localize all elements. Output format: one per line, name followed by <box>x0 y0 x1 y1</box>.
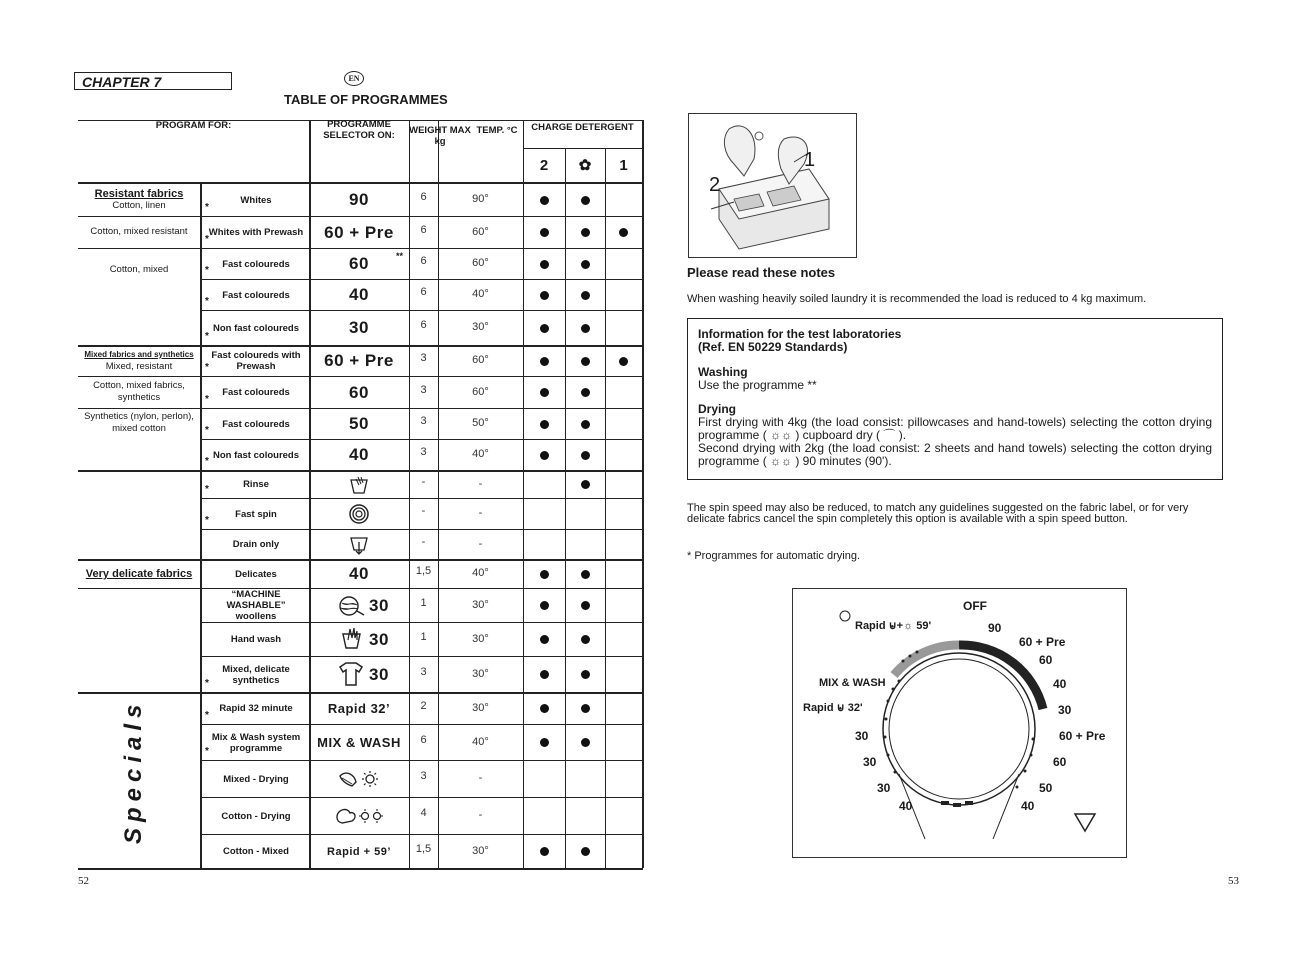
dot-mark <box>581 670 590 679</box>
detergent-dot <box>565 560 605 588</box>
selector-note: ** <box>396 251 404 261</box>
selector-value: 30 <box>349 318 369 337</box>
weight-value: 3 <box>420 770 427 782</box>
temp-value: - <box>478 507 483 519</box>
dot-mark <box>581 324 590 333</box>
selector-value: 90 <box>349 190 369 209</box>
selector-value: 40 <box>349 445 369 464</box>
selector-value: 30 <box>369 629 389 649</box>
weight-value: 2 <box>420 699 427 712</box>
dot-mark <box>540 451 549 460</box>
temp-value: 60° <box>472 225 489 238</box>
cotton-drying-icon <box>309 798 409 834</box>
group-cell <box>78 346 200 376</box>
detergent-dot <box>565 693 605 724</box>
header-weight: WEIGHT MAX kg <box>409 125 471 147</box>
dot-mark <box>540 228 549 237</box>
detergent-dot <box>565 311 605 345</box>
temp-value: 30° <box>472 844 489 857</box>
notes-title: Please read these notes <box>687 265 836 280</box>
load-note: When washing heavily soiled laundry it is recommended the load is reduced to 4 kg maximum. <box>687 293 1147 305</box>
dot-mark <box>540 635 549 644</box>
dial-left-label: Rapid ⊌ 32' <box>803 702 863 714</box>
temp-value: 30° <box>472 632 489 645</box>
selector-value: 40 <box>349 285 369 304</box>
dial-left-label: 30 <box>877 781 891 795</box>
group-line <box>78 588 200 589</box>
detergent-dot <box>565 184 605 216</box>
group-subtext: Cotton, mixed resistant <box>90 226 188 237</box>
header-temp: TEMP. °C <box>476 124 518 136</box>
weight-value: 6 <box>420 255 427 267</box>
detergent-dot <box>565 440 605 470</box>
detergent-dot <box>523 377 565 408</box>
header-det-col: 1 <box>619 156 628 174</box>
dot-mark <box>581 635 590 644</box>
dot-mark <box>581 388 590 397</box>
detergent-dot <box>523 693 565 724</box>
temp-value: 90° <box>472 193 489 205</box>
auto-drying-star: * <box>205 484 209 495</box>
rinse-icon <box>309 471 409 498</box>
auto-drying-star: * <box>205 331 209 342</box>
group-heading: Very delicate fabrics <box>85 568 193 580</box>
programme-table <box>0 0 660 880</box>
selector-mix-wash: MIX & WASH <box>317 735 401 750</box>
specials-label: Specials <box>120 698 147 844</box>
drain-icon <box>309 530 409 559</box>
dot-mark <box>540 324 549 333</box>
auto-drying-star: * <box>205 710 209 721</box>
detergent-dot <box>565 471 605 498</box>
group-cell <box>78 408 200 438</box>
temp-value: 40° <box>472 567 489 579</box>
temp-value: 60° <box>472 257 489 269</box>
dot-mark <box>581 480 590 489</box>
weight-value: 1 <box>420 596 427 609</box>
dial-right-label: 30 <box>1058 703 1072 717</box>
temp-value: - <box>478 772 483 784</box>
selector-value: 60 + Pre <box>324 222 394 242</box>
dot-mark <box>581 570 590 579</box>
spin-note: The spin speed may also be reduced, to match any guidelines suggested on the fabric label, or for very delicate fabrics cancel the spin completely this option is available with a spin speed button. <box>687 502 1189 525</box>
group-cell <box>78 216 200 248</box>
detergent-dot <box>565 725 605 760</box>
auto-drying-star: * <box>205 456 209 467</box>
group-subtext: Synthetics (nylon, perlon), mixed cotton <box>84 411 194 434</box>
washing-text: Use the programme ** <box>698 378 817 392</box>
hand-wash-icon <box>340 626 366 657</box>
row-line <box>200 868 643 870</box>
dot-mark <box>581 291 590 300</box>
group-line <box>78 868 200 870</box>
dot-mark <box>540 738 549 747</box>
auto-drying-star: * <box>205 425 209 436</box>
detergent-dot <box>523 311 565 345</box>
dot-mark <box>581 451 590 460</box>
detergent-dot <box>565 623 605 656</box>
weight-value: - <box>421 475 426 488</box>
dial-left-label: Rapid ⊌+☼ 59' <box>855 620 932 632</box>
temp-value: 30° <box>472 701 489 714</box>
page-number-right: 53 <box>1228 875 1239 887</box>
selector-rapid-59: Rapid + 59’ <box>327 845 391 858</box>
selector-value: 60 + Pre <box>324 351 394 370</box>
dot-mark <box>540 704 549 713</box>
dot-mark <box>581 196 590 205</box>
dial-right-label: 50 <box>1039 781 1053 795</box>
auto-drying-star: * <box>205 515 209 526</box>
detergent-dot <box>605 346 642 376</box>
group-line <box>78 692 200 694</box>
col-divider-right <box>642 120 644 868</box>
weight-value: 1 <box>420 630 427 643</box>
dial-right-label: 60 <box>1053 755 1067 769</box>
weight-value: 1,5 <box>415 565 432 577</box>
detergent-dot <box>523 657 565 692</box>
detergent-dot <box>523 623 565 656</box>
group-cell <box>78 184 200 216</box>
temp-value: 50° <box>472 417 489 429</box>
detergent-dot <box>565 249 605 279</box>
program-name: Cotton - Drying <box>221 810 291 822</box>
dial-drawing <box>793 589 1126 857</box>
weight-value: 6 <box>420 733 427 746</box>
program-name: Fast coloureds <box>222 289 290 301</box>
detergent-dot <box>565 657 605 692</box>
auto-drying-star: * <box>205 265 209 276</box>
header-selector: PROGRAMME SELECTOR ON: <box>323 119 395 141</box>
program-name: Fast coloureds <box>222 418 290 430</box>
dial-left-label: 30 <box>863 755 877 769</box>
group-cell <box>78 376 200 408</box>
drying-text-2: Second drying with 2kg (the load consist: 2 sheets and hand towels) selecting the cotton drying programme ( ☼☼ ) 90 minutes (90'). <box>698 441 1212 468</box>
program-name: Cotton - Mixed <box>223 846 289 857</box>
weight-value: 6 <box>420 286 427 298</box>
temp-value: 60° <box>472 354 489 366</box>
dot-mark <box>540 420 549 429</box>
header-det-col: ✿ <box>578 157 592 174</box>
detergent-dot <box>565 835 605 868</box>
dot-mark <box>619 357 628 366</box>
weight-value: - <box>421 505 426 517</box>
dial-right-label: 60 <box>1039 653 1053 667</box>
drying-heading: Drying <box>698 402 737 416</box>
spin-icon <box>309 499 409 529</box>
program-name: Delicates <box>235 568 277 580</box>
shirt-icon <box>337 661 365 692</box>
programme-dial-diagram <box>792 588 1127 858</box>
dial-left-label: MIX & WASH <box>819 677 886 689</box>
group-cell <box>78 250 200 290</box>
program-name: Drain only <box>232 539 280 550</box>
detergent-dot <box>605 217 642 248</box>
group-heading: Mixed fabrics and synthetics <box>84 350 194 359</box>
detergent-drawer-illustration <box>688 113 857 258</box>
detergent-dot <box>565 346 605 376</box>
auto-drying-note: * Programmes for automatic drying. <box>687 550 861 562</box>
auto-drying-star: * <box>205 394 209 405</box>
dot-mark <box>540 570 549 579</box>
temp-value: - <box>478 809 483 821</box>
group-subtext: Cotton, mixed <box>109 264 169 275</box>
chapter-title: CHAPTER 7 <box>74 72 232 90</box>
program-name: “MACHINE WASHABLE” woollens <box>226 589 286 622</box>
program-name: Non fast coloureds <box>212 449 300 461</box>
detergent-dot <box>523 409 565 439</box>
detergent-subhead-line <box>523 148 643 149</box>
dot-mark <box>540 196 549 205</box>
selector-value: 50 <box>349 414 369 433</box>
dot-mark <box>581 228 590 237</box>
program-name: Fast coloureds <box>222 258 290 270</box>
auto-drying-star: * <box>205 746 209 757</box>
program-name: Whites <box>240 194 272 206</box>
table-title: TABLE OF PROGRAMMES <box>284 92 448 107</box>
drawer-label-2: 2 <box>709 174 721 196</box>
weight-value: 1,5 <box>415 842 432 855</box>
detergent-dot <box>565 280 605 310</box>
dot-mark <box>540 260 549 269</box>
selector-value: 40 <box>349 564 369 583</box>
selector-value: 60 <box>349 254 369 273</box>
test-lab-info-box <box>687 318 1223 480</box>
group-line <box>78 248 200 249</box>
wool-icon <box>337 593 365 624</box>
program-name: Mix & Wash system programme <box>211 731 301 754</box>
group-subtext: Cotton, linen <box>112 200 166 211</box>
weight-value: 3 <box>420 665 427 678</box>
dot-mark <box>540 291 549 300</box>
group-subtext: Cotton, mixed fabrics, synthetics <box>93 380 185 403</box>
dot-mark <box>540 388 549 397</box>
selector-value: 60 <box>349 382 369 402</box>
dial-left-label: 30 <box>855 729 869 743</box>
detergent-dot <box>523 725 565 760</box>
dial-right-label: 60 + Pre <box>1019 635 1066 649</box>
dot-mark <box>540 601 549 610</box>
page-number-left: 52 <box>78 875 89 887</box>
program-name: Fast coloureds with Prewash <box>211 350 301 372</box>
group-subtext: Mixed, resistant <box>105 361 173 372</box>
auto-drying-star: * <box>205 296 209 307</box>
drying-text-1: First drying with 4kg (the load consist: pillowcases and hand-towels) selecting the cotton drying programme ( ☼☼ ) cupboard dry ( ⌒ ). <box>698 415 1212 442</box>
auto-drying-star: * <box>205 362 209 373</box>
temp-value: 40° <box>472 448 489 460</box>
selector-value: 30 <box>369 595 389 615</box>
detergent-dot <box>565 589 605 622</box>
weight-value: 3 <box>420 415 427 427</box>
program-name: Mixed, delicate synthetics <box>222 663 290 686</box>
dot-mark <box>581 847 590 856</box>
program-name: Whites with Prewash <box>208 227 304 238</box>
detergent-dot <box>523 217 565 248</box>
group-line <box>78 470 200 472</box>
detergent-dot <box>523 184 565 216</box>
program-name: Non fast coloureds <box>212 322 300 334</box>
temp-value: 30° <box>472 598 489 611</box>
temp-value: - <box>478 537 483 550</box>
dot-mark <box>581 601 590 610</box>
detergent-dot <box>565 409 605 439</box>
weight-value: 4 <box>420 807 427 819</box>
temp-value: 40° <box>472 735 489 748</box>
weight-value: 3 <box>420 446 427 458</box>
col-divider-program <box>200 183 202 868</box>
weight-value: - <box>421 535 426 548</box>
dial-right-label: 90 <box>988 621 1002 635</box>
weight-value: 3 <box>420 383 427 396</box>
temp-value: 30° <box>472 667 489 680</box>
dot-mark <box>540 670 549 679</box>
program-name: Fast spin <box>235 508 277 520</box>
auto-drying-star: * <box>205 234 209 245</box>
program-name: Rinse <box>243 479 269 490</box>
detergent-dot <box>523 249 565 279</box>
detergent-dot <box>565 377 605 408</box>
weight-value: 6 <box>420 223 427 236</box>
selector-rapid-32: Rapid 32’ <box>327 701 391 716</box>
drawer-label-1: 1 <box>804 149 816 171</box>
weight-value: 3 <box>420 352 427 364</box>
dot-mark <box>581 738 590 747</box>
group-heading: Resistant fabrics <box>94 188 184 200</box>
dot-mark <box>581 357 590 366</box>
temp-value: - <box>478 477 483 490</box>
dot-mark <box>581 704 590 713</box>
dot-mark <box>540 847 549 856</box>
group-cell <box>78 560 200 588</box>
detergent-dot <box>565 217 605 248</box>
dial-off-label: OFF <box>963 599 987 613</box>
dot-mark <box>581 260 590 269</box>
program-name: Fast coloureds <box>222 387 290 398</box>
header-detergent: CHARGE DETERGENT <box>531 121 634 133</box>
weight-value: 6 <box>420 191 427 203</box>
info-title-1: Information for the test laboratories <box>698 327 902 341</box>
detergent-dot <box>523 346 565 376</box>
program-name: Mixed - Drying <box>223 773 289 785</box>
detergent-dot <box>523 560 565 588</box>
washing-heading: Washing <box>698 365 748 379</box>
header-det-col: 2 <box>539 156 549 174</box>
dial-right-label: 60 + Pre <box>1059 729 1106 743</box>
weight-value: 6 <box>420 319 427 331</box>
detergent-dot <box>523 280 565 310</box>
header-program-for: PROGRAM FOR: <box>155 119 232 131</box>
temp-value: 30° <box>472 321 489 333</box>
dial-right-label: 40 <box>1053 677 1067 691</box>
temp-value: 60° <box>472 385 489 398</box>
program-name: Rapid 32 minute <box>219 703 293 714</box>
temp-value: 40° <box>472 288 489 300</box>
detergent-dot <box>523 589 565 622</box>
info-title-2: (Ref. EN 50229 Standards) <box>698 340 848 354</box>
selector-value: 30 <box>369 664 389 684</box>
auto-drying-star: * <box>205 202 209 213</box>
dial-right-label: 40 <box>1021 799 1035 813</box>
language-badge: EN <box>344 71 364 86</box>
dot-mark <box>619 228 628 237</box>
dial-left-label: 40 <box>899 799 913 813</box>
auto-drying-star: * <box>205 678 209 689</box>
detergent-dot <box>523 440 565 470</box>
dot-mark <box>581 420 590 429</box>
detergent-dot <box>523 835 565 868</box>
dot-mark <box>540 357 549 366</box>
program-name: Hand wash <box>230 634 282 645</box>
mixed-drying-icon <box>309 761 409 797</box>
